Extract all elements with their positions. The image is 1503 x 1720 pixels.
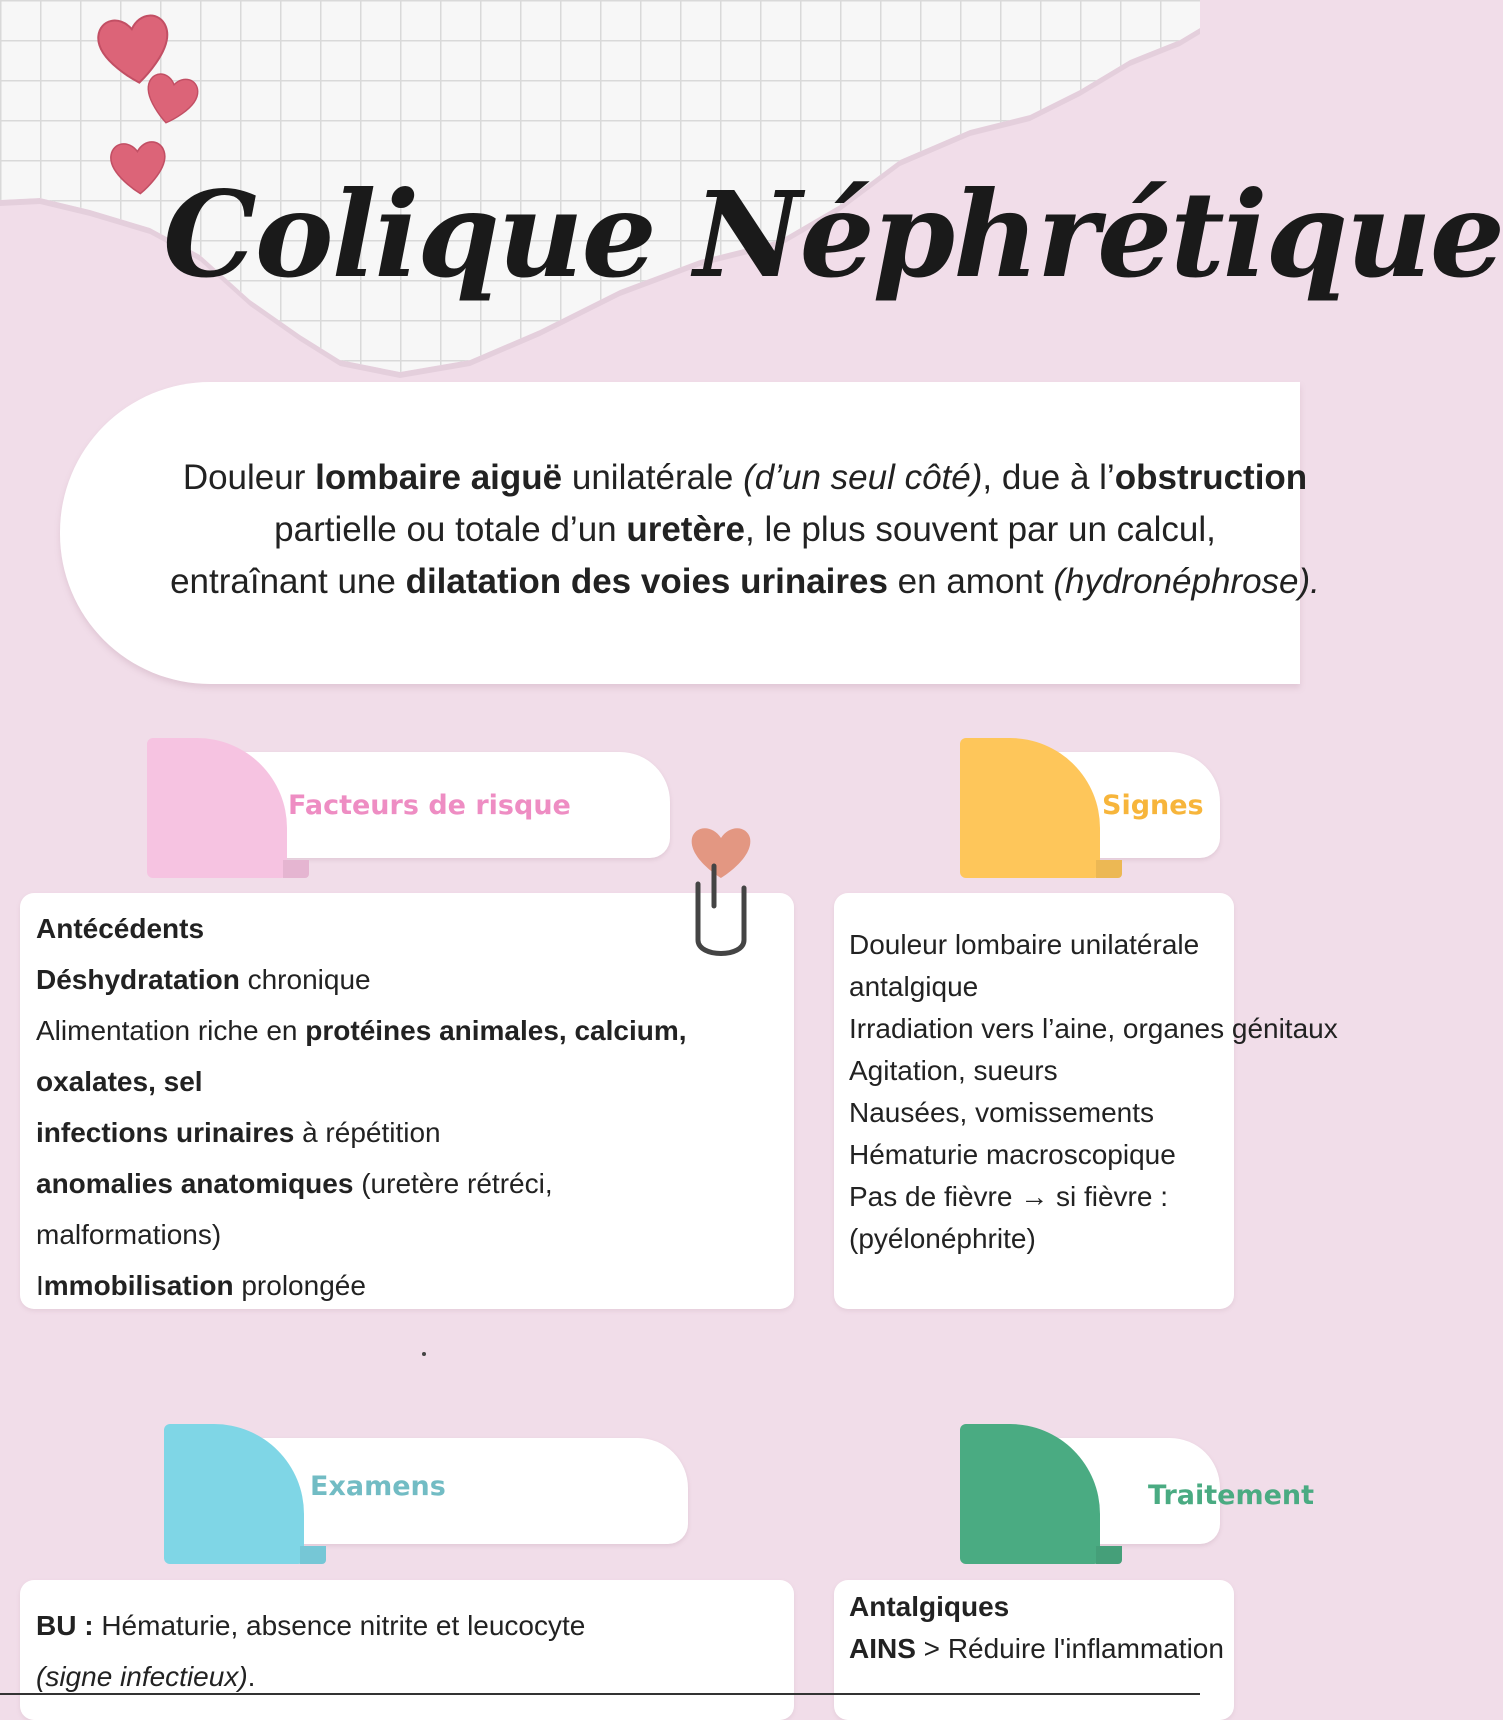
text-bold: anomalies anatomiques xyxy=(36,1168,354,1199)
treatment-card xyxy=(834,1580,1234,1720)
stray-dot xyxy=(422,1352,426,1356)
risk-factors-card xyxy=(20,893,794,1309)
list-item xyxy=(36,903,687,954)
text: Douleur xyxy=(182,458,316,497)
text-bold: protéines animales, calcium, xyxy=(305,1015,687,1046)
page-title: Colique Néphrétique xyxy=(163,165,1503,304)
definition-box xyxy=(60,382,1320,684)
text: chronique xyxy=(239,964,371,995)
text: malformations) xyxy=(36,1219,222,1250)
list-item xyxy=(849,1586,1224,1628)
text: en amont xyxy=(887,562,1054,601)
exams-list xyxy=(36,1600,585,1702)
text-bold: BU : xyxy=(36,1610,94,1641)
text-italic: (signe infectieux) xyxy=(36,1661,248,1692)
list-item: Pas de fièvre → si fièvre : xyxy=(849,1181,1169,1212)
exams-section-title: Examens xyxy=(310,1471,446,1502)
text-bold: AINS xyxy=(849,1633,916,1664)
list-item xyxy=(36,1005,687,1056)
list-item xyxy=(36,1600,585,1651)
definition-line xyxy=(60,504,1430,556)
list-item: Nausées, vomissements xyxy=(849,1097,1155,1128)
text: Alimentation riche en xyxy=(36,1015,306,1046)
list-item: Agitation, sueurs xyxy=(849,1055,1058,1086)
text: à répétition xyxy=(294,1117,441,1148)
list-item: Douleur lombaire unilatérale xyxy=(849,929,1200,960)
text-italic: (d’un seul côté) xyxy=(743,458,983,497)
risk-factors-list xyxy=(36,903,687,1311)
definition-text xyxy=(60,452,1430,608)
text-bold: infections urinaires xyxy=(36,1117,295,1148)
list-item: Hématurie macroscopique xyxy=(849,1139,1176,1170)
text: , due à l’ xyxy=(982,458,1115,497)
text: (uretère rétréci, xyxy=(353,1168,553,1199)
text-bold: dilatation des voies urinaires xyxy=(405,562,888,601)
list-item xyxy=(36,1158,687,1209)
risk-section-title: Facteurs de risque xyxy=(288,790,571,821)
text-bold: obstruction xyxy=(1114,458,1308,497)
list-item xyxy=(36,1056,687,1107)
text: . xyxy=(247,1661,256,1692)
text: Hématurie, absence nitrite et leucocyte xyxy=(93,1610,586,1641)
text: unilatérale xyxy=(562,458,744,497)
list-item xyxy=(36,1260,687,1311)
text-bold: uretère xyxy=(626,510,746,549)
signs-card xyxy=(834,893,1338,1309)
list-item: (pyélonéphrite) xyxy=(849,1223,1036,1254)
text-bold: mmobilisation xyxy=(43,1270,234,1301)
text: > Réduire l'inflammation xyxy=(915,1633,1224,1664)
text-bold: oxalates, sel xyxy=(36,1066,203,1097)
text: partielle ou totale d’un xyxy=(274,510,627,549)
text-italic: (hydronéphrose). xyxy=(1053,562,1320,601)
text-bold: Déshydratation xyxy=(36,964,240,995)
list-item xyxy=(36,1209,687,1260)
list-item: antalgique xyxy=(849,971,979,1002)
bottom-divider xyxy=(0,1693,1200,1695)
treatment-section-title: Traitement xyxy=(1148,1480,1315,1511)
text-bold: Antécédents xyxy=(36,913,205,944)
text: , le plus souvent par un calcul, xyxy=(745,510,1216,549)
paperclip-heart-icon xyxy=(686,818,756,970)
signs-list xyxy=(849,924,1338,1260)
text: prolongée xyxy=(233,1270,366,1301)
exams-card xyxy=(20,1580,794,1720)
text: I xyxy=(36,1270,44,1301)
list-item xyxy=(849,1628,1224,1670)
definition-line xyxy=(60,452,1430,504)
text-bold: Antalgiques xyxy=(849,1591,1010,1622)
list-item xyxy=(36,1107,687,1158)
text-bold: lombaire aiguë xyxy=(315,458,563,497)
treatment-list xyxy=(849,1586,1224,1670)
signs-section-title: Signes xyxy=(1102,790,1204,821)
definition-line xyxy=(60,556,1430,608)
list-item xyxy=(36,954,687,1005)
text: entraînant une xyxy=(170,562,406,601)
list-item: Irradiation vers l’aine, organes génitaux xyxy=(849,1013,1338,1044)
